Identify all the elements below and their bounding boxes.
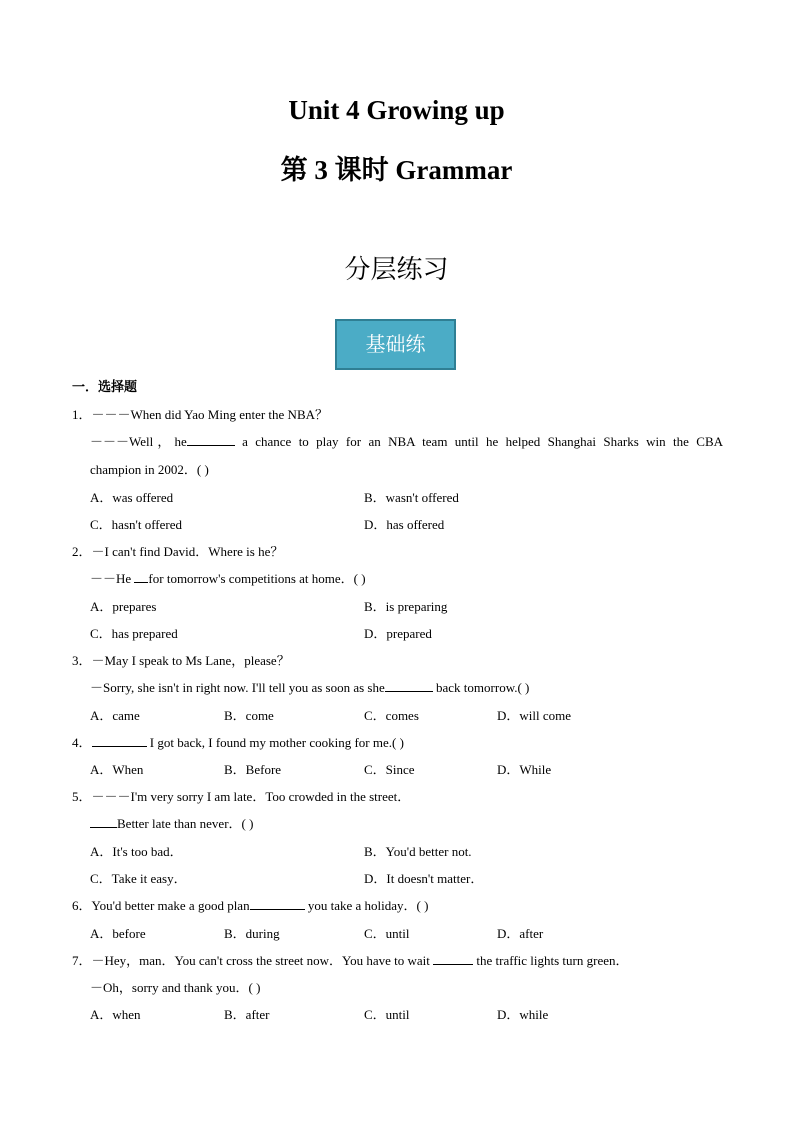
q7-option-b[interactable]: B．after: [224, 1007, 270, 1022]
q1-option-a[interactable]: A．was offered: [90, 490, 174, 505]
question-1-stem: 1．－－－When did Yao Ming enter the NBA？: [72, 407, 329, 422]
question-7-stem: 7．－Hey，man．You can't cross the street now．You have to wait the traffic lights turn green．: [72, 953, 629, 968]
q6-option-c[interactable]: C．until: [364, 926, 410, 941]
question-6-stem: 6．You'd better make a good plan you take a holiday．( ): [72, 898, 429, 913]
q1-option-b[interactable]: B．wasn't offered: [364, 490, 459, 505]
q2-option-b[interactable]: B．is preparing: [364, 599, 448, 614]
question-5-stem: 5．－－－I'm very sorry I am late．Too crowded in the street．: [72, 789, 411, 804]
q2-option-c[interactable]: C．has prepared: [90, 626, 178, 641]
q4-option-c[interactable]: C．Since: [364, 762, 415, 777]
q6-option-b[interactable]: B．during: [224, 926, 280, 941]
q3-option-a[interactable]: A．came: [90, 708, 140, 723]
answer-blank: [134, 571, 148, 583]
answer-blank: [92, 735, 147, 747]
practice-heading: 分层练习: [344, 255, 449, 285]
q5-option-a[interactable]: A．It's too bad．: [90, 844, 183, 859]
question-5-reply: Better late than never．( ): [90, 813, 253, 832]
question-4-stem: 4． I got back, I found my mother cooking for me.( ): [72, 735, 404, 750]
question-1-stem-cont: champion in 2002．( ): [90, 462, 209, 477]
q2-option-d[interactable]: D．prepared: [364, 626, 432, 641]
question-3-stem: 3．－May I speak to Ms Lane，please？: [72, 653, 290, 668]
q7-option-c[interactable]: C．until: [364, 1007, 410, 1022]
q6-option-d[interactable]: D．after: [497, 926, 544, 941]
question-7-reply: －Oh，sorry and thank you．( ): [90, 980, 261, 995]
question-3-reply: －Sorry, she isn't in right now. I'll tell you as soon as she back tomorrow.( ): [90, 680, 530, 695]
question-2-stem: 2．－I can't find David．Where is he？: [72, 544, 284, 559]
q3-option-d[interactable]: D．will come: [497, 708, 572, 723]
answer-blank: [90, 816, 117, 828]
section-heading: 一．选择题: [72, 380, 138, 395]
level-badge: 基础练: [335, 319, 456, 370]
answer-blank: [433, 953, 473, 965]
q5-option-d[interactable]: D．It doesn't matter．: [364, 871, 484, 886]
q5-option-c[interactable]: C．Take it easy．: [90, 871, 187, 886]
q4-option-b[interactable]: B．Before: [224, 762, 282, 777]
q3-option-c[interactable]: C．comes: [364, 708, 419, 723]
question-1-reply: －－－Well，he a chance to play for an NBA team until he helped Shanghai Sharks win the CBA: [90, 434, 724, 449]
q3-option-b[interactable]: B．come: [224, 708, 274, 723]
q7-option-a[interactable]: A．when: [90, 1007, 141, 1022]
answer-blank: [187, 434, 235, 446]
q1-option-c[interactable]: C．hasn't offered: [90, 517, 182, 532]
question-2-reply: －－He for tomorrow's competitions at home．( ): [90, 571, 366, 586]
q7-option-d[interactable]: D．while: [497, 1007, 549, 1022]
q4-option-d[interactable]: D．While: [497, 762, 552, 777]
lesson-title: 第 3 课时 Grammar: [280, 155, 513, 185]
answer-blank: [385, 680, 433, 692]
unit-title: Unit 4 Growing up: [288, 95, 505, 125]
answer-blank: [250, 898, 305, 910]
q4-option-a[interactable]: A．When: [90, 762, 144, 777]
q6-option-a[interactable]: A．before: [90, 926, 146, 941]
q2-option-a[interactable]: A．prepares: [90, 599, 157, 614]
q1-option-d[interactable]: D．has offered: [364, 517, 445, 532]
q5-option-b[interactable]: B．You'd better not.: [364, 844, 472, 859]
